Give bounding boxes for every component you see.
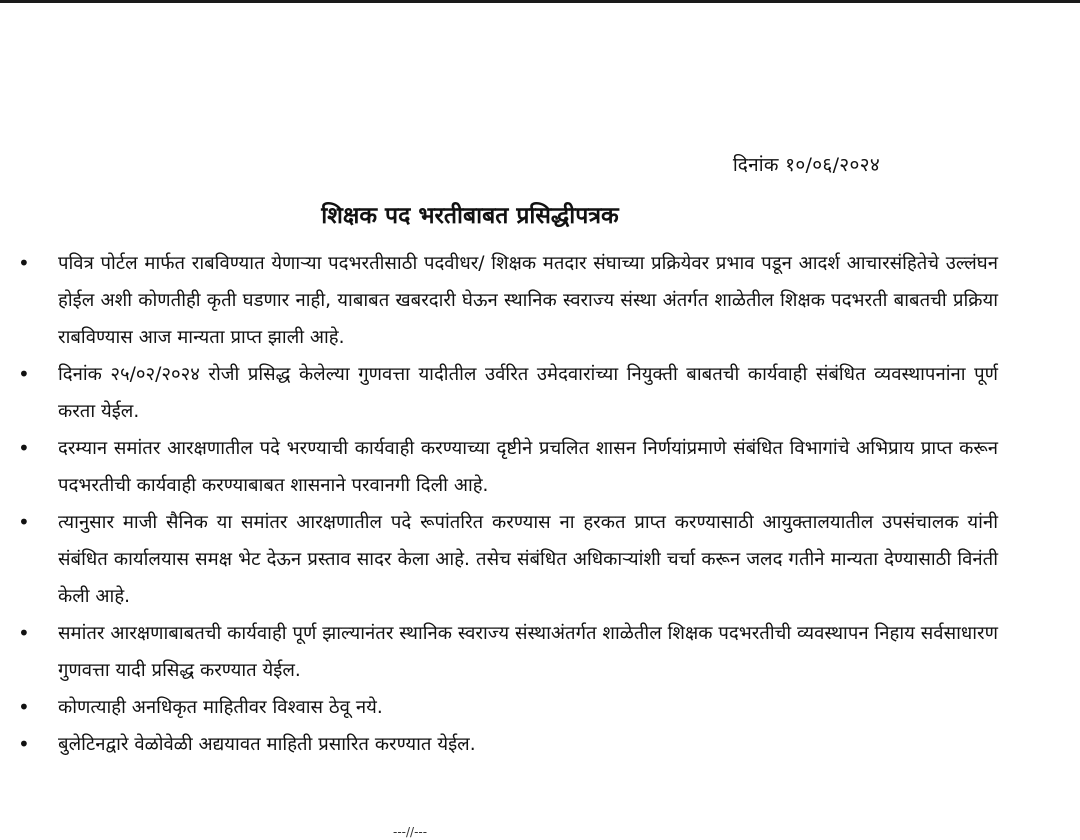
document-footer: ---//--- (393, 825, 428, 839)
document-title: शिक्षक पद भरतीबाबत प्रसिद्धीपत्रक (321, 203, 619, 229)
document-date: दिनांक १०/०६/२०२४ (732, 154, 880, 176)
list-item-text: बुलेटिनद्वारे वेळोवेळी अद्ययावत माहिती प्रसारित करण्यात येईल. (58, 734, 476, 755)
list-item (0, 689, 1080, 726)
list-item (0, 356, 1080, 430)
list-item-text: त्यानुसार माजी सैनिक या समांतर आरक्षणातील पदे रूपांतरित करण्यास ना हरकत प्राप्त करण्यासाठी आयुक्तालयातील उपसंचालक यांनी संबंधित कार्यालयास समक्ष भेट देऊन प्रस्ताव सादर केला आहे. तसेच संबंधित अधिकाऱ्यांशी चर्चा करून जलद गतीने मान्यता देण्यासाठी विनंती केली आहे. (58, 512, 998, 607)
list-item (0, 726, 1080, 763)
bullet-icon: • (18, 732, 30, 756)
list-item (0, 504, 1080, 615)
list-item-text: पवित्र पोर्टल मार्फत राबविण्यात येणाऱ्या पदभरतीसाठी पदवीधर/ शिक्षक मतदार संघाच्या प्रक्रियेवर प्रभाव पडून आदर्श आचारसंहितेचे उल्लंघन होईल अशी कोणतीही कृती घडणार नाही, याबाबत खबरदारी घेऊन स्थानिक स्वराज्य संस्था अंतर्गत शाळेतील शिक्षक पदभरती बाबतची प्रक्रिया राबविण्यास आज मान्यता प्राप्त झाली आहे. (58, 253, 998, 348)
bullet-icon: • (18, 510, 30, 534)
list-item (0, 615, 1080, 689)
list-item-text: दिनांक २५/०२/२०२४ रोजी प्रसिद्ध केलेल्या गुणवत्ता यादीतील उर्वरित उमेदवारांच्या नियुक्ती बाबतची कार्यवाही संबंधित व्यवस्थापनांना पूर्ण करता येईल. (58, 364, 998, 422)
list-item-text: समांतर आरक्षणाबाबतची कार्यवाही पूर्ण झाल्यानंतर स्थानिक स्वराज्य संस्थाअंतर्गत शाळेतील शिक्षक पदभरतीची व्यवस्थापन निहाय सर्वसाधारण गुणवत्ता यादी प्रसिद्ध करण्यात येईल. (58, 623, 998, 681)
bullet-list (0, 245, 1080, 763)
bullet-icon: • (18, 436, 30, 460)
list-item-text: कोणत्याही अनधिकृत माहितीवर विश्वास ठेवू नये. (58, 697, 383, 718)
list-item-text: दरम्यान समांतर आरक्षणातील पदे भरण्याची कार्यवाही करण्याच्या दृष्टीने प्रचलित शासन निर्णयांप्रमाणे संबंधित विभागांचे अभिप्राय प्राप्त करून पदभरतीची कार्यवाही करण्याबाबत शासनाने परवानगी दिली आहे. (58, 438, 998, 496)
bullet-icon: • (18, 362, 30, 386)
bullet-icon: • (18, 251, 30, 275)
bullet-icon: • (18, 695, 30, 719)
list-item (0, 245, 1080, 356)
list-item (0, 430, 1080, 504)
bullet-icon: • (18, 621, 30, 645)
